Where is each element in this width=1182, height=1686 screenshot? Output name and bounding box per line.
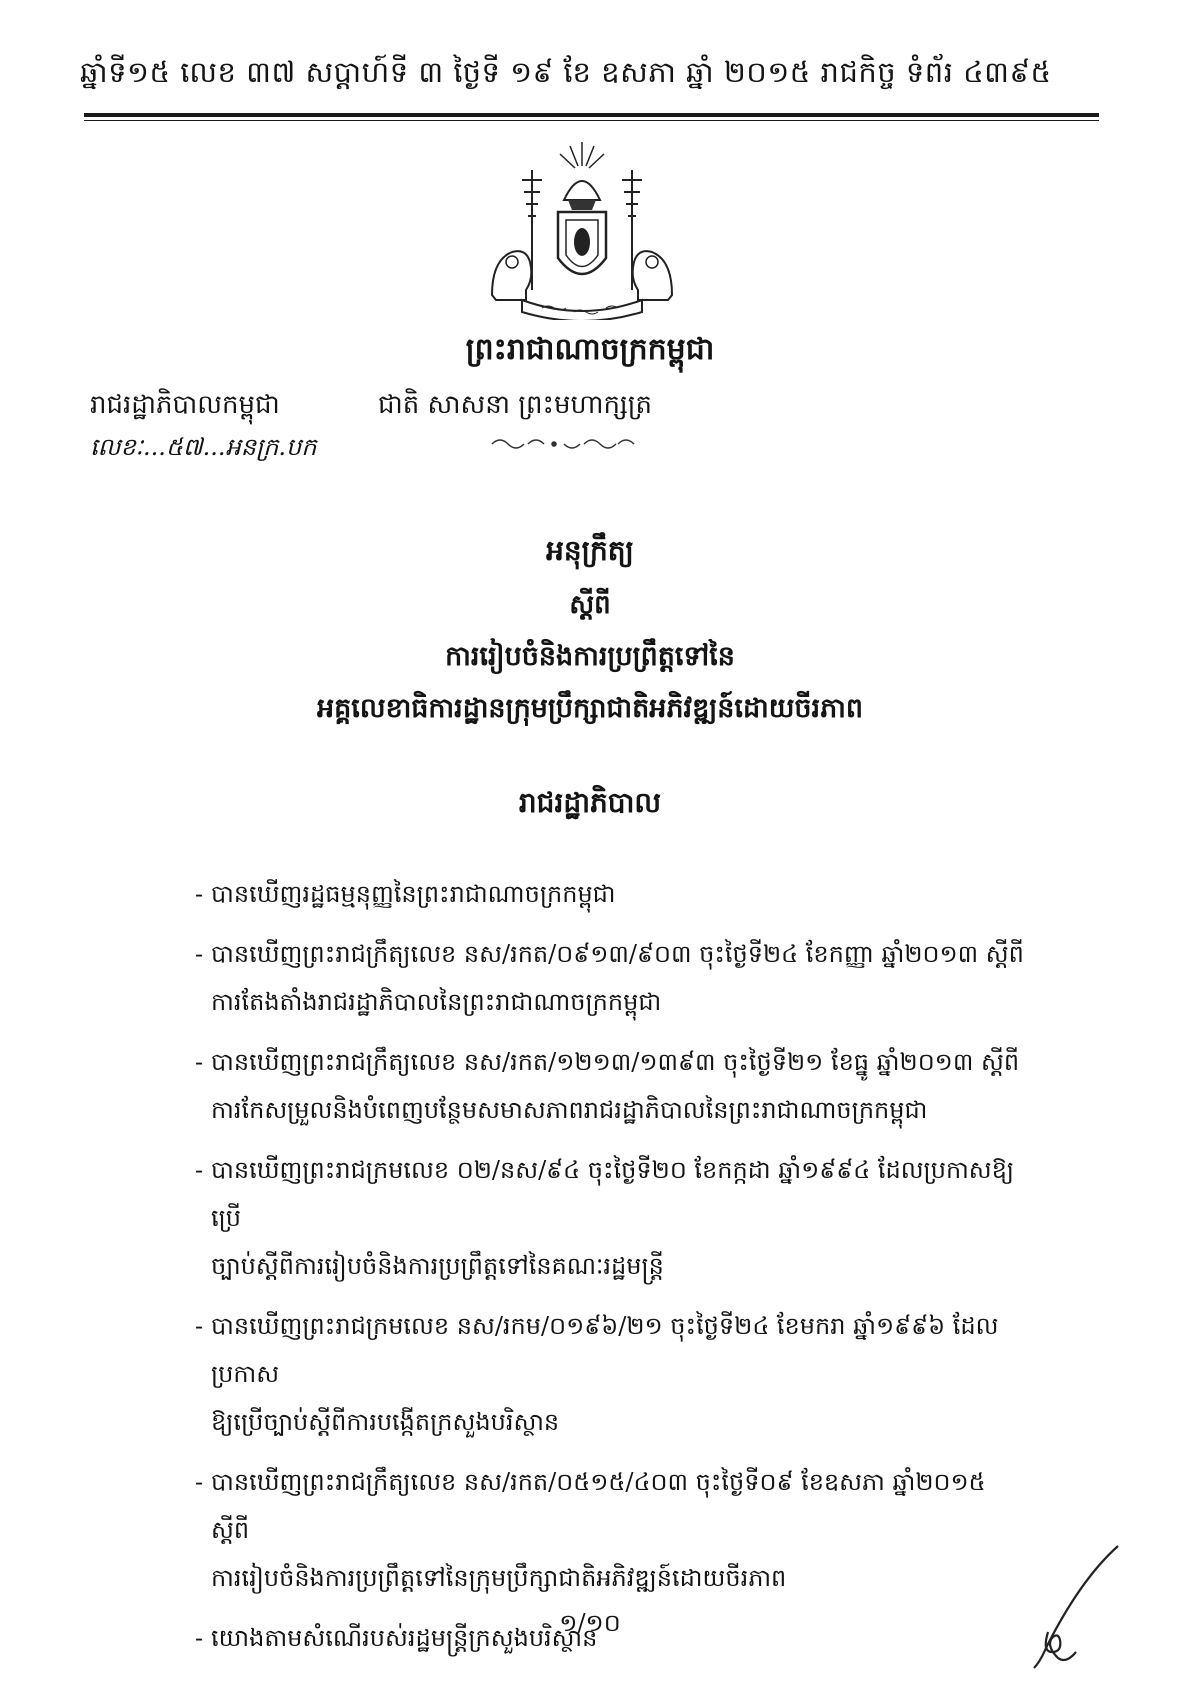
header-rule-thin [84,120,1099,121]
list-dash: - [195,1468,204,1496]
decorative-flourish-icon [488,436,638,452]
national-motto: ជាតិ សាសនា ព្រះមហាក្សត្រ [378,390,652,420]
consideration-item [195,1146,1025,1290]
consideration-item [195,870,1025,918]
kingdom-name: ព្រះរាជាណាចក្រកម្ពុជា [465,332,715,367]
consideration-item [195,1038,1025,1134]
document-title-line-1: ការរៀបចំនិងការប្រព្រឹត្តទៅនៃ [445,641,735,672]
list-dash: - [195,1312,204,1340]
consideration-line-1: បានឃើញព្រះរាជក្រឹត្យលេខ នស/រកត/០៩១៣/៩០៣ ចុះថ្ងៃទី២៤ ខែកញ្ញា ឆ្នាំ២០១៣ ស្ដីពី [211,940,1024,968]
consideration-line-2: ឱ្យប្រើច្បាប់ស្ដីពីការបង្កើតក្រសួងបរិស្ថាន [211,1408,560,1436]
reference-number: លេខៈ...៥៧...អនក្រ.បក [90,433,317,461]
consideration-line-1: បានឃើញព្រះរាជក្រមលេខ ០២/នស/៩៤ ចុះថ្ងៃទី២០ ខែកក្កដា ឆ្នាំ១៩៩៤ ដែលប្រកាសឱ្យប្រើ [211,1156,1015,1232]
list-dash: - [195,1048,204,1076]
consideration-item [195,930,1025,1026]
consideration-item [195,1302,1025,1446]
list-dash: - [195,1156,204,1184]
document-about: ស្ដីពី [569,590,611,620]
consideration-line-2: ច្បាប់ស្ដីពីការរៀបចំនិងការប្រព្រឹត្តទៅនៃគណៈរដ្ឋមន្ត្រី [211,1252,664,1280]
consideration-line-2: ការរៀបចំនិងការប្រព្រឹត្តទៅនៃក្រុមប្រឹក្សាជាតិអភិវឌ្ឍន៍ដោយចីរភាព [211,1564,787,1592]
consideration-line-1: បានឃើញព្រះរាជក្រមលេខ នស/រកម/០១៩៦/២១ ចុះថ្ងៃទី២៤ ខែមករា ឆ្នាំ១៩៩៦ ដែលប្រកាស [211,1312,999,1388]
consideration-line-2: ការតែងតាំងរាជរដ្ឋាភិបាលនៃព្រះរាជាណាចក្រកម្ពុជា [211,988,662,1016]
consideration-line-1: បានឃើញព្រះរាជក្រឹត្យលេខ នស/រកត/១២១៣/១៣៩៣ ចុះថ្ងៃទី២១ ខែធ្នូ ឆ្នាំ២០១៣ ស្ដីពី [211,1048,1020,1076]
consideration-item [195,1458,1025,1602]
document-type: អនុក្រឹត្យ [546,534,634,567]
royal-coat-of-arms-icon [482,140,682,320]
consideration-line-1: យោងតាមសំណើរបស់រដ្ឋមន្ត្រីក្រសួងបរិស្ថាន [211,1624,598,1652]
list-dash: - [195,940,204,968]
issuing-body: រាជរដ្ឋាភិបាល [518,786,662,819]
gazette-header: ឆ្នាំទី១៥ លេខ ៣៧ សប្ដាហ៍ទី ៣ ថ្ងៃទី ១៩ ខែ ឧសភា ឆ្នាំ ២០១៥ រាជកិច្ច ទំព័រ ៤៣៩៥ [80,55,1052,89]
considerations-list [195,870,1025,1674]
issuer-name: រាជរដ្ឋាភិបាលកម្ពុជា [90,390,280,420]
handwritten-initial-icon [1000,1540,1130,1670]
list-dash: - [195,880,204,908]
header-rule-thick [84,113,1099,117]
consideration-line-1: បានឃើញរដ្ឋធម្មនុញ្ញនៃព្រះរាជាណាចក្រកម្ពុជា [211,880,616,908]
list-dash: - [195,1624,204,1652]
consideration-line-1: បានឃើញព្រះរាជក្រឹត្យលេខ នស/រកត/០៥១៥/៤០៣ ចុះថ្ងៃទី០៩ ខែឧសភា ឆ្នាំ២០១៥ ស្ដីពី [211,1468,986,1544]
page-number: ១/១០ [559,1609,621,1637]
document-title-line-2: អគ្គលេខាធិការដ្ឋានក្រុមប្រឹក្សាជាតិអភិវឌ្ឍន៍ដោយចីរភាព [317,693,863,724]
consideration-line-2: ការកែសម្រួលនិងបំពេញបន្ថែមសមាសភាពរាជរដ្ឋាភិបាលនៃព្រះរាជាណាចក្រកម្ពុជា [211,1096,928,1124]
